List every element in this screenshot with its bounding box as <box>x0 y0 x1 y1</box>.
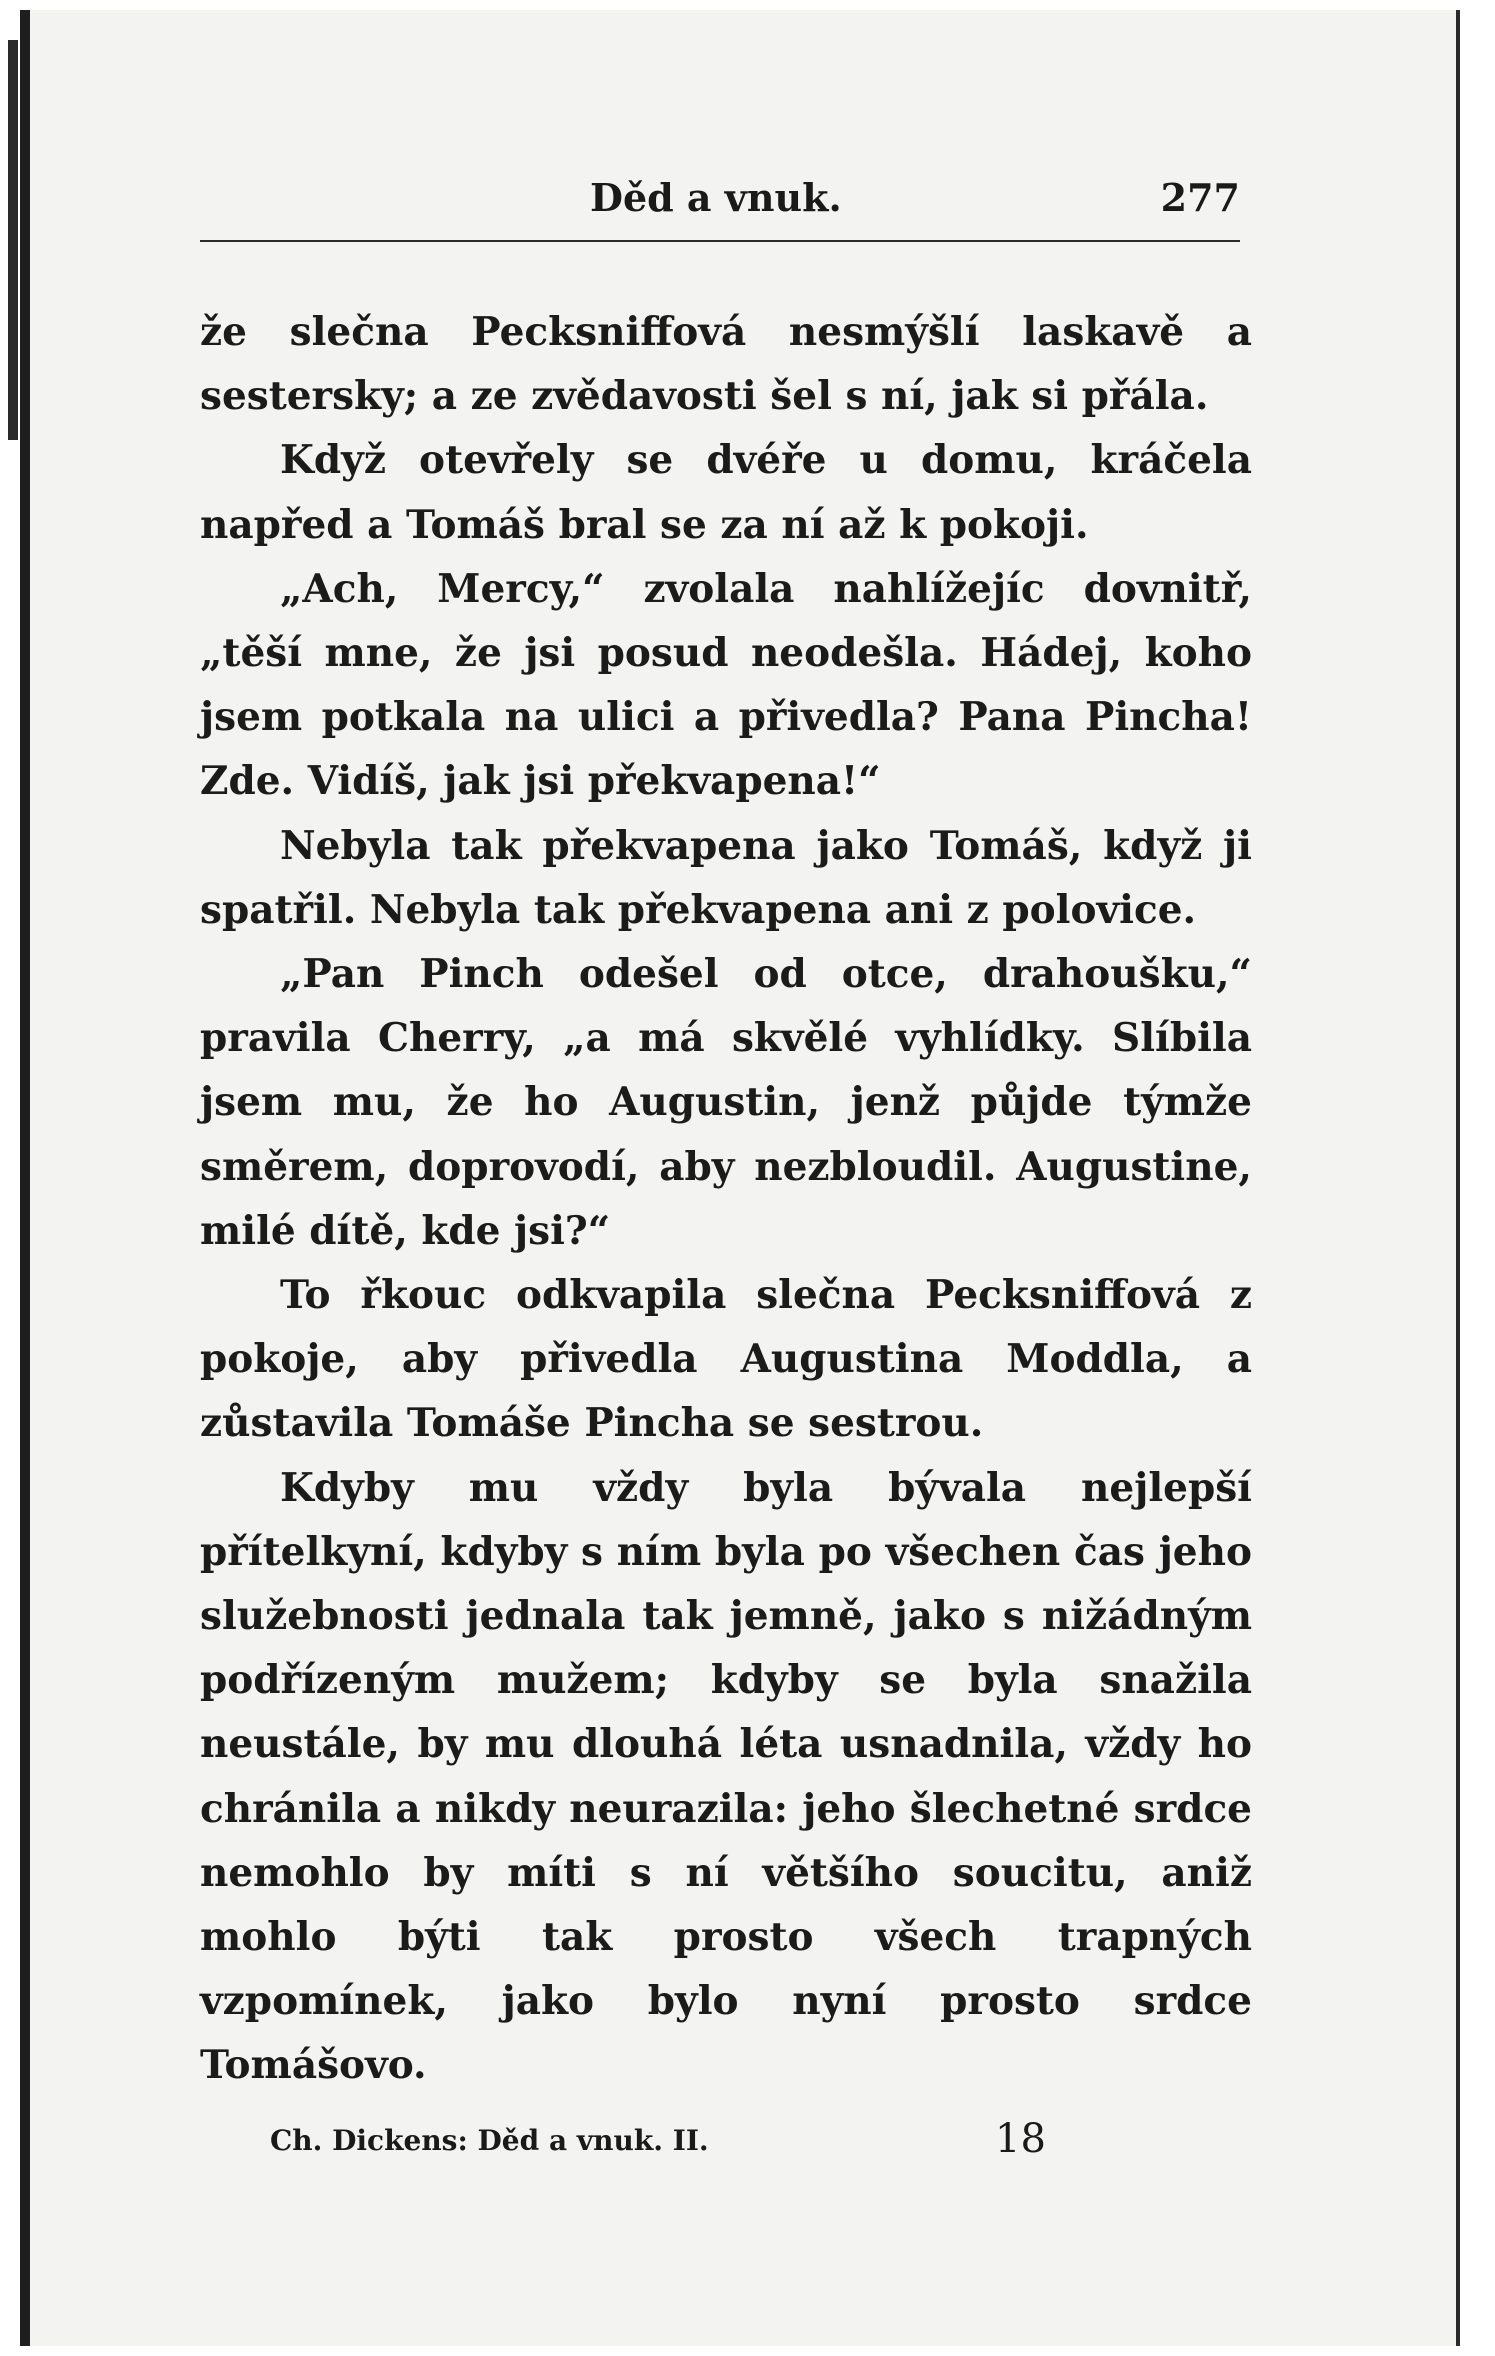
book-spine-edge <box>8 40 18 440</box>
paragraph: Nebyla tak překvapena jako Tomáš, když ji spatřil. Nebyla tak překvapena ani z polovice. <box>200 822 1252 933</box>
signature-line <box>270 2112 1170 2162</box>
paragraph: Kdyby mu vždy byla bývala nejlepší přítelkyní, kdyby s ním byla po všechen čas jeho služebnosti jednala tak jemně, jako s nižádným podřízeným mužem; kdyby se byla snažila neustále, by mu dlouhá léta usnadnila, vždy ho chránila a nikdy neurazila: jeho šlechetné srdce nemohlo by míti s ní většího soucitu, aniž mohlo býti tak prosto všech trapných vzpomínek, jako bylo nyní prosto srdce Tomášovo. <box>200 1464 1252 2089</box>
left-margin-strip <box>0 0 20 2356</box>
paragraph: Když otevřely se dvéře u domu, kráčela napřed a Tomáš bral se za ní až k pokoji. <box>200 437 1252 548</box>
paragraph: To řkouc odkvapila slečna Pecksniffová z pokoje, aby přivedla Augustina Moddla, a zůstavila Tomáše Pincha se sestrou. <box>200 1272 1252 1447</box>
printer-signature: Ch. Dickens: Děd a vnuk. II. <box>270 2124 709 2157</box>
running-title: Děd a vnuk. <box>590 175 842 220</box>
header-rule <box>200 240 1240 242</box>
paragraph: „Ach, Mercy,“ zvolala nahlížejíc dovnitř, „těší mne, že jsi posud neodešla. Hádej, koho jsem potkala na ulici a přivedla? Pana Pincha! Zde. Vidíš, jak jsi překvapena!“ <box>200 565 1252 805</box>
signature-number: 18 <box>995 2116 1046 2162</box>
page-header <box>200 165 1240 225</box>
paragraph: že slečna Pecksniffová nesmýšlí laskavě a sestersky; a ze zvědavosti šel s ní, jak si přála. <box>200 309 1252 420</box>
body-text <box>200 300 1252 2098</box>
paragraph: „Pan Pinch odešel od otce, drahoušku,“ pravila Cherry, „a má skvělé vyhlídky. Slíbila jsem mu, že ho Augustin, jenž půjde týmže směrem, doprovodí, aby nezbloudil. Augustine, milé dítě, kde jsi?“ <box>200 951 1252 1254</box>
page-number: 277 <box>1160 175 1240 220</box>
